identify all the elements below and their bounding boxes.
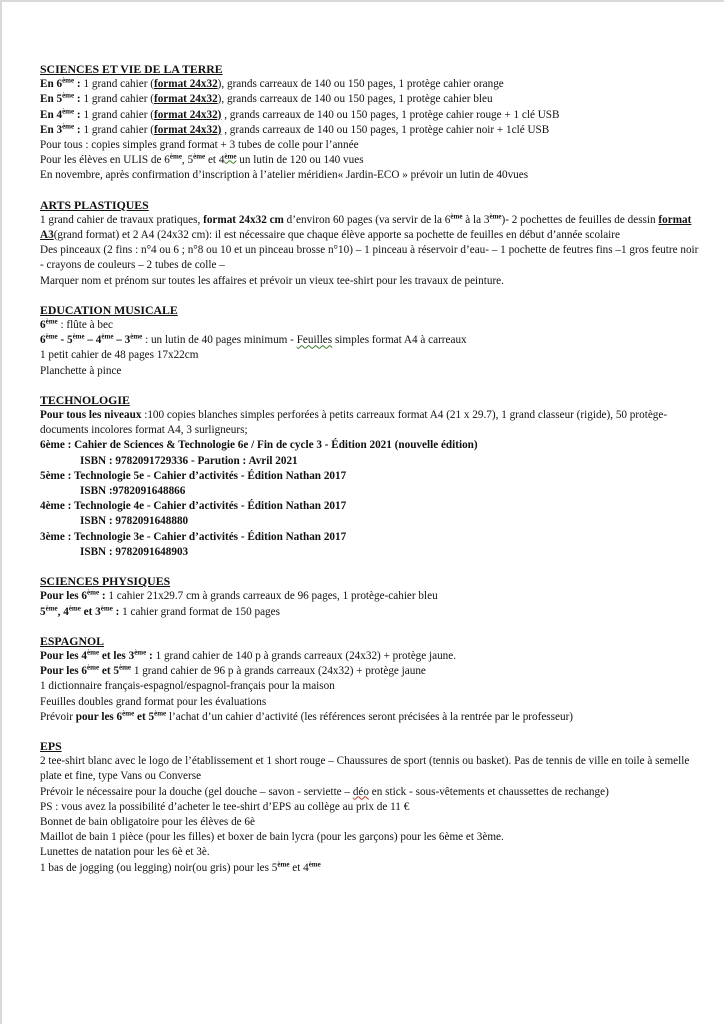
techno-book-title: 4ème : Technologie 4e - Cahier d’activités - Édition Nathan 2017 [40, 500, 347, 513]
musique-line-1: 6ème : flûte à bec [40, 317, 113, 332]
eps-line-5: Maillot de bain 1 pièce (pour les filles) et boxer de bain lycra (pour les garçons) pour les 6ème et 3ème. [40, 831, 504, 844]
musique-line-2: 6ème - 5ème – 4ème – 3ème : un lutin de 40 pages minimum - Feuilles simples format A4 à carreaux [40, 332, 467, 347]
techno-book-title: 5ème : Technologie 5e - Cahier d’activités - Édition Nathan 2017 [40, 469, 347, 482]
techno-book-isbn: ISBN : 9782091729336 - Parution : Avril 2021 [80, 454, 298, 467]
section-eps [40, 739, 700, 876]
section-technologie [40, 393, 700, 560]
section-physique [40, 574, 700, 620]
eps-paragraph-1: 2 tee-shirt blanc avec le logo de l’établissement et 1 short rouge – Chaussures de sport (tennis ou basket). Pas de tennis de ville en toile à semelle plate et fine, type Vans ou Converse [40, 755, 690, 783]
physique-line-1: Pour les 6ème : 1 cahier 21x29.7 cm à grands carreaux de 96 pages, 1 protège-cahier bleu [40, 588, 438, 603]
svt-line-5e: En 5ème : 1 grand cahier (format 24x32), grands carreaux de 140 ou 150 pages, 1 protège cahier bleu [40, 91, 493, 106]
musique-line-4: Planchette à pince [40, 364, 122, 377]
techno-book-isbn: ISBN : 9782091648903 [80, 545, 189, 558]
svt-ulis: Pour les élèves en ULIS de 6ème, 5ème et 4ème un lutin de 120 ou 140 vues [40, 152, 364, 167]
techno-book-isbn: ISBN :9782091648866 [80, 485, 186, 498]
arts-paragraph-3: Marquer nom et prénom sur toutes les affaires et prévoir un vieux tee-shirt pour les travaux de peinture. [40, 274, 504, 287]
arts-paragraph-2: Des pinceaux (2 fins : n°4 ou 6 ; n°8 ou 10 et un pinceau brosse n°10) – 1 pinceau à réservoir d’eau- – 1 pochette de feutres fins –1 gros feutre noir - crayons de couleurs – 2 tubes de colle – [40, 244, 699, 272]
eps-line-3: PS : vous avez la possibilité d’acheter le tee-shirt d’EPS au collège au prix de 11 € [40, 800, 410, 813]
eps-line-4: Bonnet de bain obligatoire pour les élèves de 6è [40, 815, 255, 828]
section-musique [40, 303, 700, 379]
section-title: SCIENCES PHYSIQUES [40, 574, 171, 589]
eps-line-6: Lunettes de natation pour les 6è et 3è. [40, 846, 210, 859]
techno-book-title: 3ème : Technologie 3e - Cahier d’activités - Édition Nathan 2017 [40, 530, 347, 543]
section-svt [40, 62, 700, 184]
section-title: ARTS PLASTIQUES [40, 197, 149, 212]
espagnol-line-3: 1 dictionnaire français-espagnol/espagnol-français pour la maison [40, 680, 335, 693]
section-title: EPS [40, 738, 62, 753]
musique-line-3: 1 petit cahier de 48 pages 17x22cm [40, 349, 199, 362]
document-page [40, 62, 700, 890]
section-title: TECHNOLOGIE [40, 392, 130, 407]
page-edge-top [0, 0, 724, 2]
techno-intro: Pour tous les niveaux :100 copies blanches simples perforées à petits carreaux format A4 (21 x 29.7), 1 grand classeur (rigide), 50 protège-documents incolores format A4, 3 surligneurs; [40, 409, 668, 437]
svt-pour-tous: Pour tous : copies simples grand format + 3 tubes de colle pour l’année [40, 139, 359, 152]
section-espagnol [40, 634, 700, 725]
page-edge-left [0, 0, 2, 1024]
espagnol-line-5: Prévoir pour les 6ème et 5ème l’achat d’un cahier d’activité (les références seront précisées à la rentrée par le professeur) [40, 708, 574, 723]
svt-line-4e: En 4ème : 1 grand cahier (format 24x32) , grands carreaux de 140 ou 150 pages, 1 protège cahier rouge + 1 clé USB [40, 106, 560, 121]
techno-book-title: 6ème : Cahier de Sciences & Technologie 6e / Fin de cycle 3 - Édition 2021 (nouvelle édition) [40, 439, 478, 452]
section-title: EDUCATION MUSICALE [40, 302, 178, 317]
arts-paragraph-1: 1 grand cahier de travaux pratiques, format 24x32 cm d’environ 60 pages (va servir de la 6ème à la 3ème)- 2 pochettes de feuilles de dessin format A3(grand format) et 2 A4 (24x32 cm): il est nécessaire que chaque élève apporte sa pochette de feuilles en début d’année scolaire [40, 212, 692, 242]
eps-paragraph-2: Prévoir le nécessaire pour la douche (gel douche – savon - serviette – déo en stick - sous-vêtements et chaussettes de rechange) [40, 785, 609, 798]
espagnol-line-4: Feuilles doubles grand format pour les évaluations [40, 695, 267, 708]
section-title: ESPAGNOL [40, 633, 105, 648]
svt-line-6e: En 6ème : 1 grand cahier (format 24x32), grands carreaux de 140 ou 150 pages, 1 protège cahier orange [40, 76, 504, 91]
section-arts [40, 198, 700, 289]
physique-line-2: 5ème, 4ème et 3ème : 1 cahier grand format de 150 pages [40, 603, 280, 618]
section-title: SCIENCES ET VIE DE LA TERRE [40, 62, 223, 76]
svt-novembre: En novembre, après confirmation d’inscription à l’atelier méridien« Jardin-ECO » prévoir un lutin de 40vues [40, 169, 529, 182]
techno-book-isbn: ISBN : 9782091648880 [80, 515, 189, 528]
espagnol-line-2: Pour les 6ème et 5ème 1 grand cahier de 96 p à grands carreaux (24x32) + protège jaune [40, 663, 426, 678]
svt-line-3e: En 3ème : 1 grand cahier (format 24x32) , grands carreaux de 140 ou 150 pages, 1 protège cahier noir + 1clé USB [40, 122, 550, 136]
eps-line-7: 1 bas de jogging (ou legging) noir(ou gris) pour les 5ème et 4ème [40, 859, 321, 874]
espagnol-line-1: Pour les 4ème et les 3ème : 1 grand cahier de 140 p à grands carreaux (24x32) + protège jaune. [40, 648, 457, 662]
